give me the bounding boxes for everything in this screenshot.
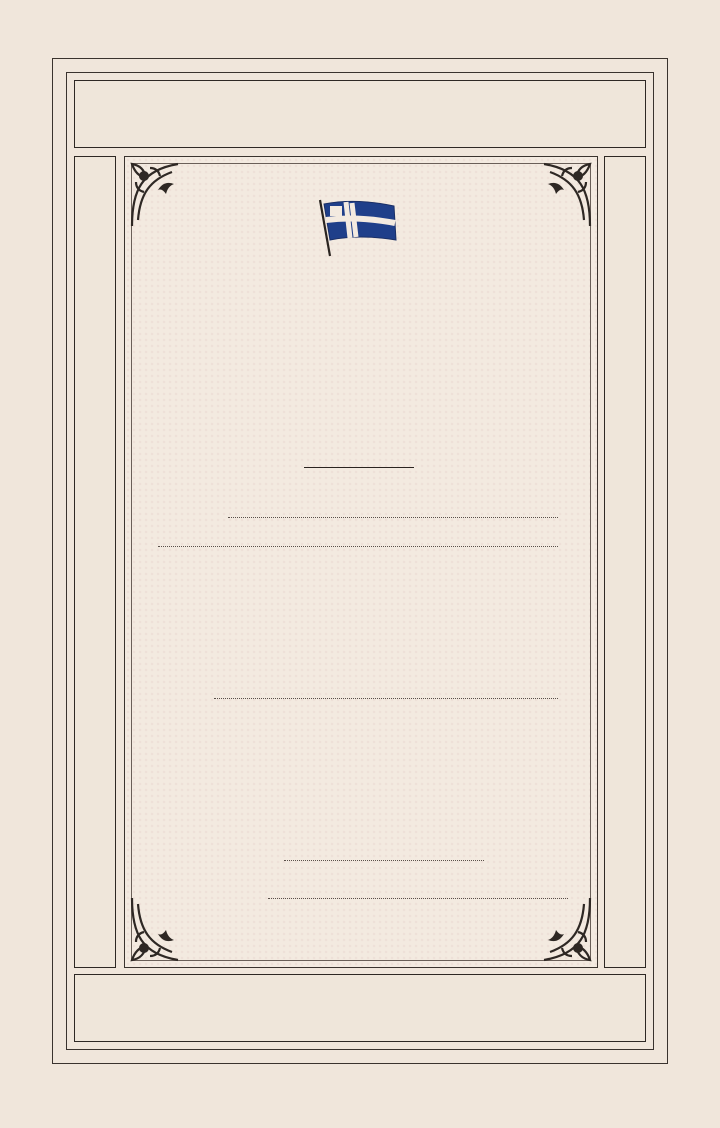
corner-flourish-top-left <box>128 160 198 230</box>
text-field-inner-border <box>131 163 591 961</box>
center-divider-rule <box>304 467 414 468</box>
holder-repeat-line <box>214 698 558 699</box>
ornament-band-right <box>604 156 646 968</box>
corner-flourish-bottom-left <box>128 894 198 964</box>
signature-line <box>268 898 568 899</box>
holder-name-line <box>228 517 558 518</box>
house-flag-icon <box>316 196 400 258</box>
ornament-band-top <box>74 80 646 148</box>
corner-flourish-bottom-right <box>524 894 594 964</box>
holder-city-line <box>158 546 558 547</box>
text-field-panel <box>124 156 598 968</box>
ornament-band-left <box>74 156 116 968</box>
corner-flourish-top-right <box>524 160 594 230</box>
date-line <box>284 860 484 861</box>
ornament-band-bottom <box>74 974 646 1042</box>
